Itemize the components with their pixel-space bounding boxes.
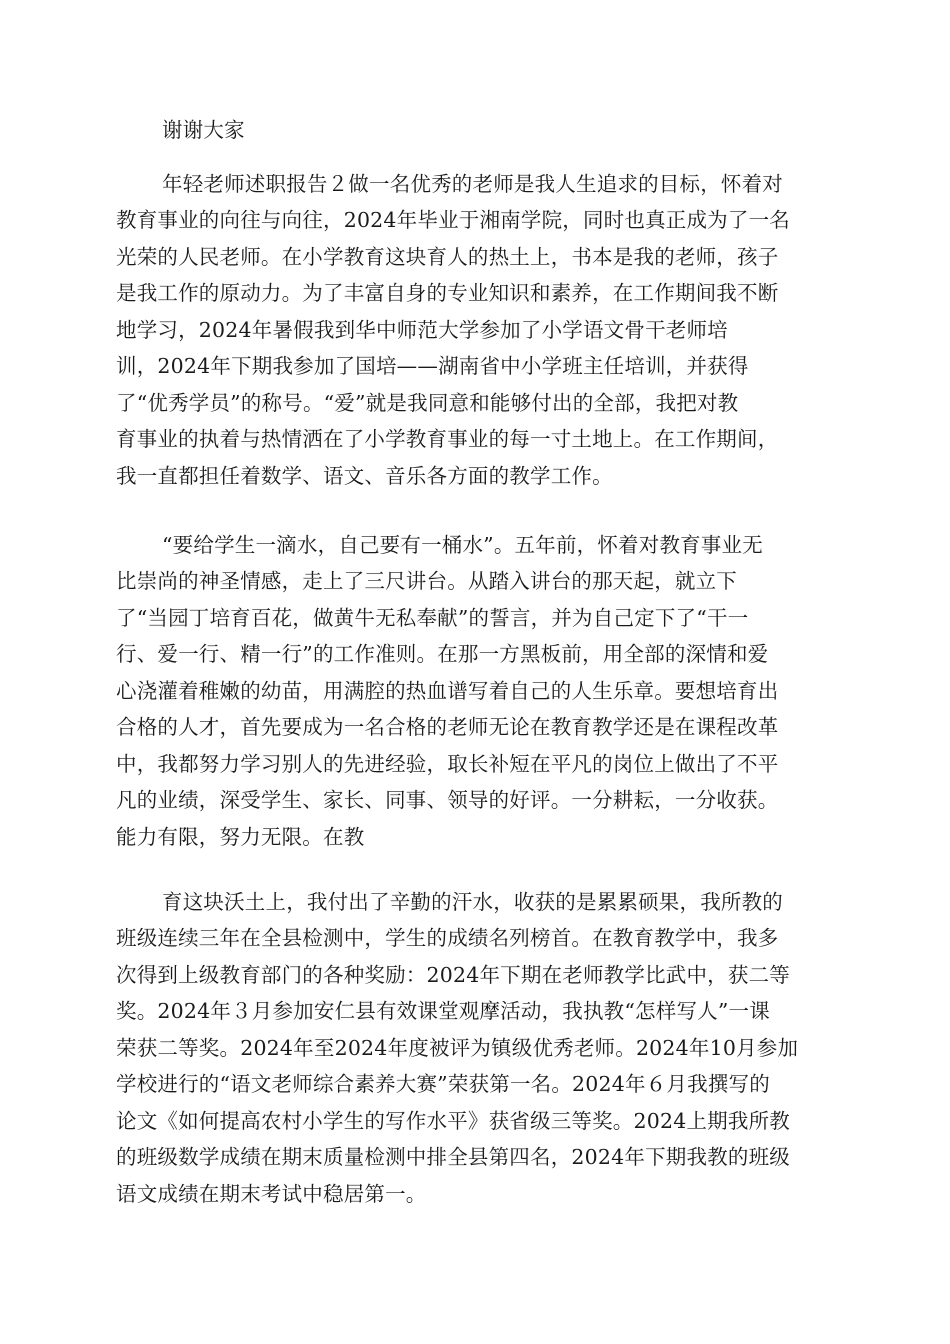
- paragraph-3-line-2: 班级连续三年在全县检测中，学生的成绩名列榜首。在教育教学中，我多: [116, 926, 779, 950]
- paragraph-2-line-7: 中，我都努力学习别人的先进经验，取长补短在平凡的岗位上做出了不平: [116, 752, 779, 776]
- paragraph-3-line-4: 奖。2024年３月参加安仁县有效课堂观摩活动，我执教“怎样写人”一课: [116, 999, 770, 1023]
- paragraph-1-line-6: 训，2024年下期我参加了国培——湖南省中小学班主任培训，并获得: [116, 354, 749, 378]
- paragraph-3-line-9: 语文成绩在期末考试中稳居第一。: [116, 1182, 427, 1206]
- closing-line: 谢谢大家: [162, 118, 245, 142]
- paragraph-1-line-7: 了“优秀学员”的称号。“爱”就是我同意和能够付出的全部，我把对教: [116, 391, 739, 415]
- paragraph-3-line-7: 论文《如何提高农村小学生的写作水平》获省级三等奖。2024上期我所教: [116, 1109, 790, 1133]
- paragraph-3-line-5: 荣获二等奖。2024年至2024年度被评为镇级优秀老师。2024年10月参加: [116, 1036, 799, 1060]
- paragraph-1-line-4: 是我工作的原动力。为了丰富自身的专业知识和素养，在工作期间我不断: [116, 281, 779, 305]
- paragraph-2-line-3: 了“当园丁培育百花，做黄牛无私奉献”的誓言，并为自己定下了“干一: [116, 606, 749, 630]
- paragraph-3-line-6: 学校进行的“语文老师综合素养大赛”荣获第一名。2024年６月我撰写的: [116, 1072, 770, 1096]
- paragraph-1-line-1: 年轻老师述职报告２做一名优秀的老师是我人生追求的目标，怀着对: [162, 172, 783, 196]
- paragraph-2-line-2: 比崇尚的神圣情感，走上了三尺讲台。从踏入讲台的那天起，就立下: [116, 569, 737, 593]
- paragraph-2-line-8: 凡的业绩，深受学生、家长、同事、领导的好评。一分耕耘，一分收获。: [116, 788, 779, 812]
- paragraph-1-line-5: 地学习，2024年暑假我到华中师范大学参加了小学语文骨干老师培: [116, 318, 728, 342]
- paragraph-2-line-1: “要给学生一滴水，自己要有一桶水”。五年前，怀着对教育事业无: [162, 533, 763, 557]
- paragraph-1-line-8: 育事业的执着与热情洒在了小学教育事业的每一寸土地上。在工作期间，: [116, 427, 779, 451]
- paragraph-3-line-3: 次得到上级教育部门的各种奖励：2024年下期在老师教学比武中，获二等: [116, 963, 790, 987]
- paragraph-2-line-4: 行、爱一行、精一行”的工作准则。在那一方黑板前，用全部的深情和爱: [116, 642, 769, 666]
- paragraph-1-line-3: 光荣的人民老师。在小学教育这块育人的热土上，书本是我的老师，孩子: [116, 245, 779, 269]
- paragraph-3-line-8: 的班级数学成绩在期末质量检测中排全县第四名，2024年下期我教的班级: [116, 1145, 790, 1169]
- paragraph-2-line-6: 合格的人才，首先要成为一名合格的老师无论在教育教学还是在课程改革: [116, 715, 779, 739]
- paragraph-1-line-2: 教育事业的向往与向往，2024年毕业于湘南学院，同时也真正成为了一名: [116, 208, 790, 232]
- paragraph-2-line-5: 心浇灌着稚嫩的幼苗，用满腔的热血谱写着自己的人生乐章。要想培育出: [116, 679, 779, 703]
- paragraph-1-line-9: 我一直都担任着数学、语文、音乐各方面的教学工作。: [116, 464, 613, 488]
- paragraph-2-line-9: 能力有限，努力无限。在教: [116, 825, 365, 849]
- paragraph-3-line-1: 育这块沃土上，我付出了辛勤的汗水，收获的是累累硕果，我所教的: [162, 890, 783, 914]
